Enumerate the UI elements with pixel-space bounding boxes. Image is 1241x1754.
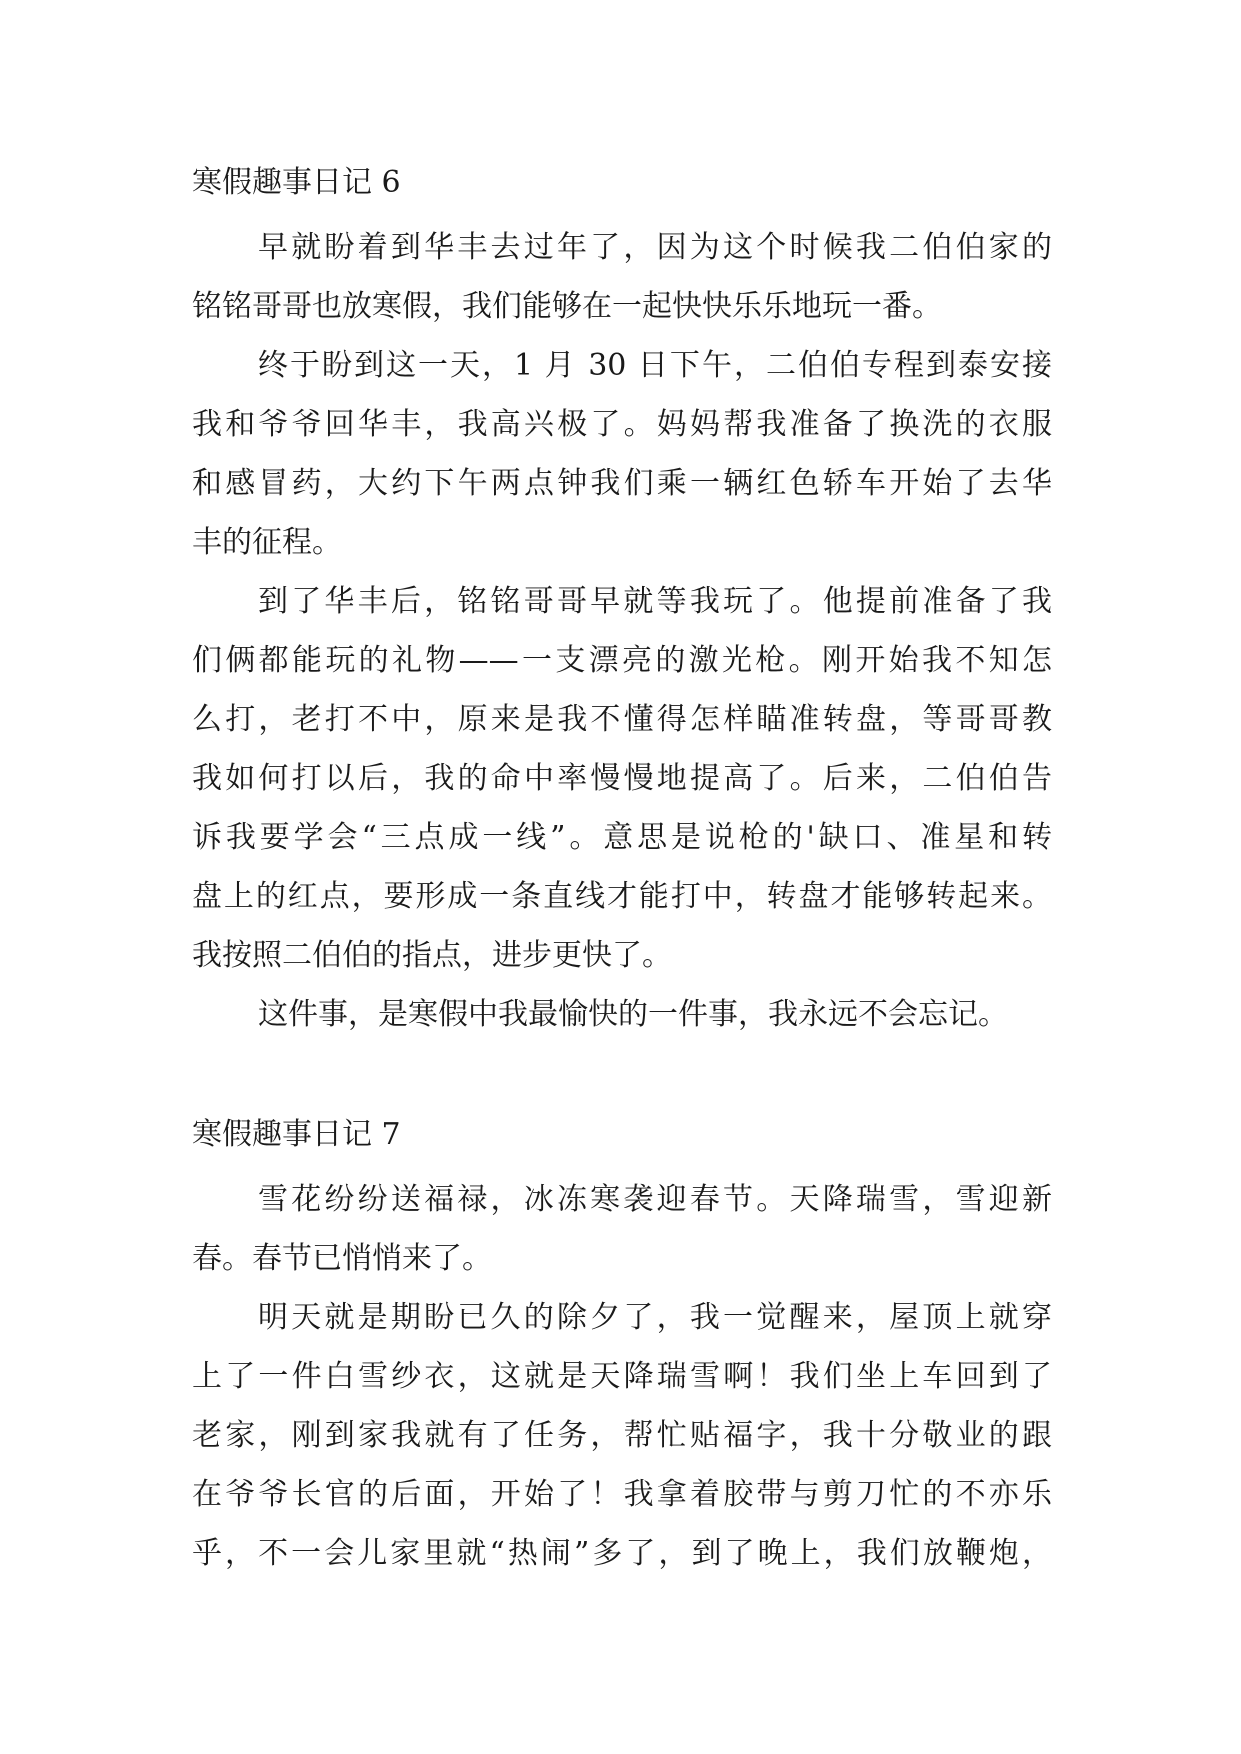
text-line: 在爷爷长官的后面，开始了！我拿着胶带与剪刀忙的不亦乐 xyxy=(192,1477,1052,1512)
paragraph xyxy=(192,1170,1052,1288)
text-line: 我按照二伯伯的指点，进步更快了。 xyxy=(192,938,672,973)
text-line: 诉我要学会“三点成一线”。意思是说枪的'缺口、准星和转 xyxy=(192,820,1052,855)
text-line: 么打，老打不中，原来是我不懂得怎样瞄准转盘，等哥哥教 xyxy=(192,702,1052,737)
diary-entry-7 xyxy=(192,1112,1052,1583)
entry-title: 寒假趣事日记 6 xyxy=(192,165,401,200)
text-line: 这件事，是寒假中我最愉快的一件事，我永远不会忘记。 xyxy=(258,997,1008,1032)
section-spacer xyxy=(192,1044,1052,1112)
paragraph xyxy=(192,336,1052,572)
text-line: 老家，刚到家我就有了任务，帮忙贴福字，我十分敬业的跟 xyxy=(192,1418,1052,1453)
text-line: 铭铭哥哥也放寒假，我们能够在一起快快乐乐地玩一番。 xyxy=(192,289,942,324)
text-line: 上了一件白雪纱衣，这就是天降瑞雪啊！我们坐上车回到了 xyxy=(192,1359,1052,1394)
text-line: 早就盼着到华丰去过年了，因为这个时候我二伯伯家的 xyxy=(258,230,1052,265)
text-line: 终于盼到这一天，1 月 30 日下午，二伯伯专程到泰安接 xyxy=(258,348,1052,383)
text-line: 乎，不一会儿家里就“热闹”多了，到了晚上，我们放鞭炮， xyxy=(192,1536,1052,1571)
text-line: 们俩都能玩的礼物——一支漂亮的激光枪。刚开始我不知怎 xyxy=(192,643,1052,678)
paragraph xyxy=(192,985,1052,1044)
text-line: 丰的征程。 xyxy=(192,525,342,560)
text-line: 到了华丰后，铭铭哥哥早就等我玩了。他提前准备了我 xyxy=(258,584,1052,619)
document-body xyxy=(192,160,1052,1583)
text-line: 明天就是期盼已久的除夕了，我一觉醒来，屋顶上就穿 xyxy=(258,1300,1052,1335)
paragraph xyxy=(192,1288,1052,1583)
diary-entry-6 xyxy=(192,160,1052,1044)
text-line: 我如何打以后，我的命中率慢慢地提高了。后来，二伯伯告 xyxy=(192,761,1052,796)
text-line: 和感冒药，大约下午两点钟我们乘一辆红色轿车开始了去华 xyxy=(192,466,1052,501)
text-line: 盘上的红点，要形成一条直线才能打中，转盘才能够转起来。 xyxy=(192,879,1052,914)
text-line: 我和爷爷回华丰，我高兴极了。妈妈帮我准备了换洗的衣服 xyxy=(192,407,1052,442)
text-line: 春。春节已悄悄来了。 xyxy=(192,1241,492,1276)
entry-title: 寒假趣事日记 7 xyxy=(192,1117,401,1152)
text-line: 雪花纷纷送福禄，冰冻寒袭迎春节。天降瑞雪，雪迎新 xyxy=(258,1182,1052,1217)
paragraph xyxy=(192,572,1052,985)
paragraph xyxy=(192,218,1052,336)
